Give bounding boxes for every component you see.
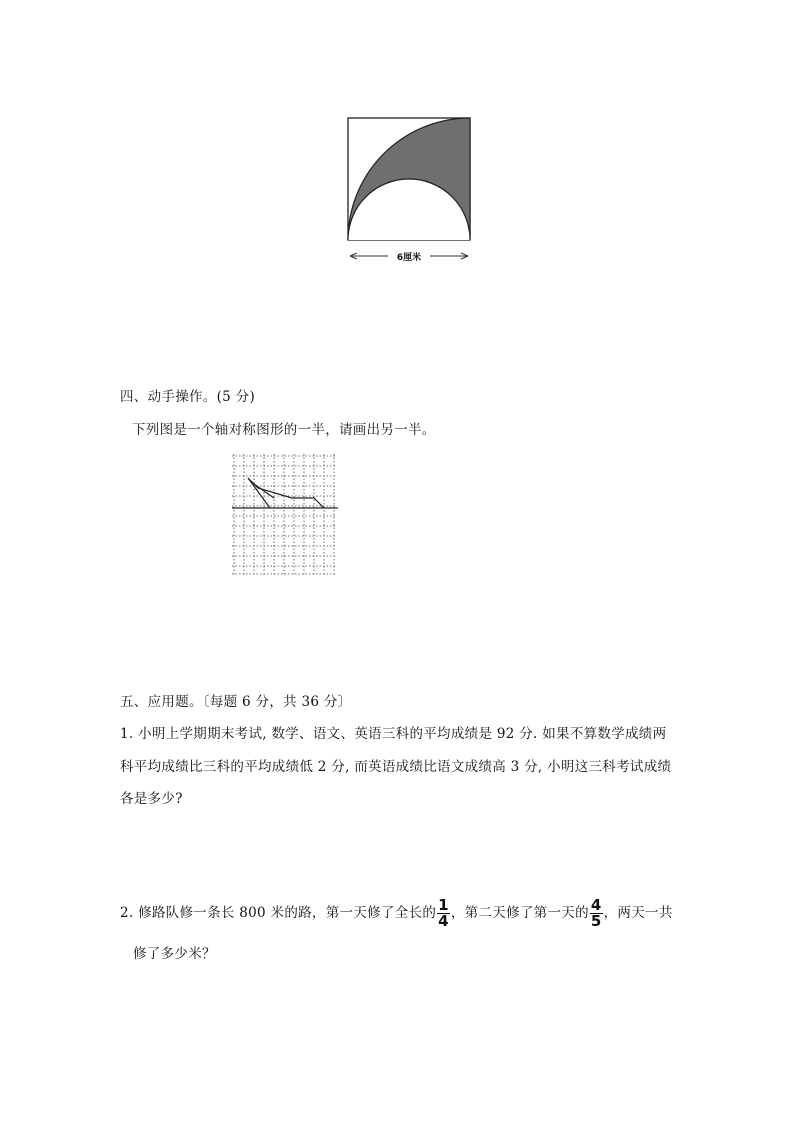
- width-label: 6厘米: [396, 253, 422, 263]
- shaded-region-figure: [340, 112, 480, 272]
- q2-line-2: 修了多少米？: [133, 946, 216, 962]
- half-shape-lines: [232, 478, 338, 508]
- q1-line-2: 科平均成绩比三科的平均成绩低 2 分, 而英语成绩比语文成绩高 3 分, 小明这三科考试成绩: [120, 759, 672, 775]
- q1-line-3: 各是多少?: [120, 791, 183, 807]
- q1-line-1: 1. 小明上学期期末考试, 数学、语文、英语三科的平均成绩是 92 分. 如果不算数学成绩两: [120, 726, 667, 742]
- fraction-one-fourth: $\frac{1}{4}$: [438, 896, 449, 930]
- fraction-four-fifths: $\frac{4}{5}$: [590, 896, 602, 930]
- section-4-heading: 四、动手操作。(5 分): [120, 389, 256, 405]
- q2-text-a: 2. 修路队修一条长 800 米的路，第一天修了全长的: [120, 905, 437, 921]
- symmetry-grid-figure: [230, 452, 340, 576]
- q2-text-c: ，两天一共: [603, 905, 673, 921]
- section-5-heading: 五、应用题。〔每题 6 分，共 36 分〕: [120, 694, 352, 710]
- q2-line-1: [120, 898, 673, 929]
- dotted-grid: [232, 454, 336, 574]
- q2-text-b: ，第二天修了第一天的: [450, 905, 589, 921]
- section-4-instruction: 下列图是一个轴对称图形的一半，请画出另一半。: [132, 422, 436, 438]
